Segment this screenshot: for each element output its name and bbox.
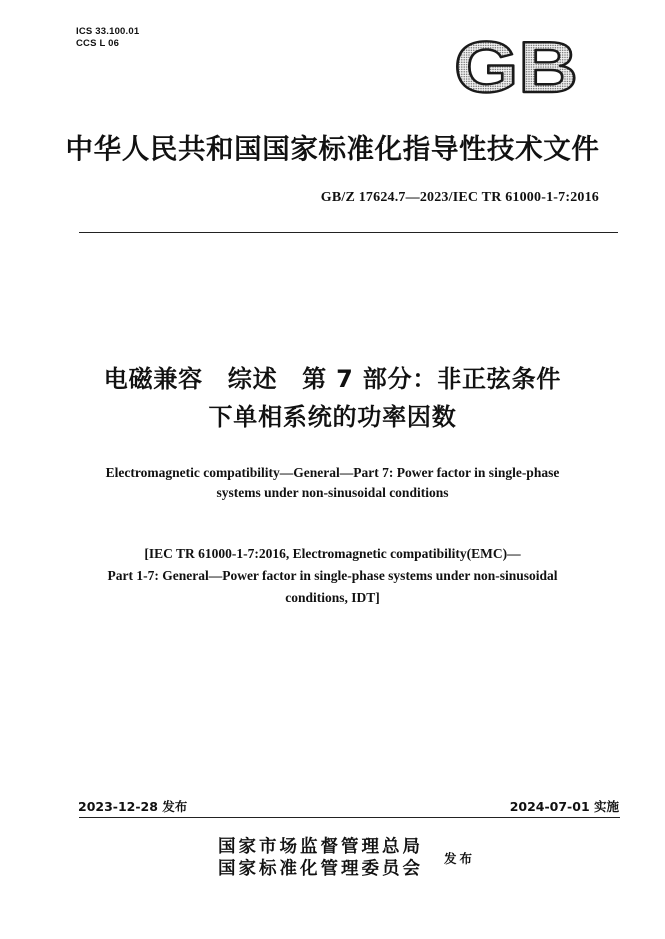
chinese-title-line-1: 电磁兼容 综述 第 7 部分：非正弦条件	[103, 365, 562, 393]
english-title-line-1: Electromagnetic compatibility—General—Part 7: Power factor in single-phase	[105, 465, 560, 480]
document-type-heading: 中华人民共和国国家标准化指导性技术文件	[65, 133, 600, 165]
standard-number: GB/Z 17624.7—2023/IEC TR 61000-1-7:2016	[320, 190, 599, 205]
issuer-sac: 国家标准化管理委员会	[218, 859, 423, 879]
chinese-title-line-2: 下单相系统的功率因数	[208, 403, 457, 431]
ccs-code: CCS L 06	[76, 38, 120, 49]
english-title	[60, 463, 605, 503]
equivalence-line-3: conditions, IDT]	[285, 590, 380, 605]
equivalence-line-1: [IEC TR 61000-1-7:2016, Electromagnetic compatibility(EMC)—	[144, 546, 521, 561]
implementation-date: 2024-07-01 实施	[509, 799, 619, 814]
gb-logo	[451, 37, 581, 99]
ics-code: ICS 33.100.01	[76, 26, 140, 37]
gb-logo-text: GB	[454, 37, 578, 99]
english-title-line-2: systems under non-sinusoidal conditions	[216, 485, 449, 500]
chinese-title	[0, 360, 665, 436]
header-divider	[79, 232, 618, 233]
issue-date: 2023-12-28 发布	[78, 799, 188, 814]
equivalence-statement	[40, 543, 625, 609]
issuing-authorities	[218, 836, 423, 880]
gb-logo-icon	[451, 37, 581, 99]
equivalence-line-2: Part 1-7: General—Power factor in single-phase systems under non-sinusoidal	[107, 568, 558, 583]
footer-divider	[79, 817, 620, 818]
classification-codes	[76, 26, 139, 50]
publish-label: 发布	[444, 851, 476, 866]
issuer-samr: 国家市场监督管理总局	[218, 837, 423, 857]
